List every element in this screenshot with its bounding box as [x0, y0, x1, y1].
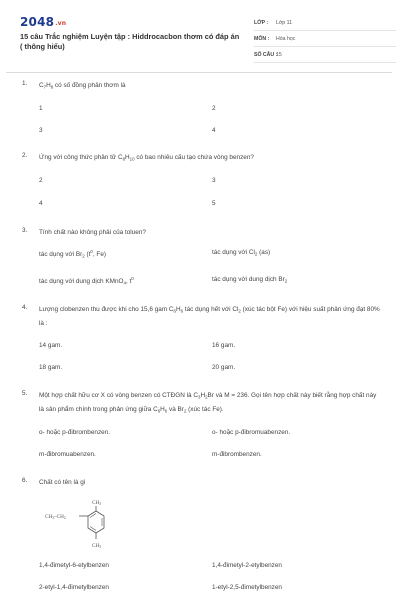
- question-6: [22, 477, 382, 497]
- option-a[interactable]: 14 gam.: [39, 342, 63, 349]
- question-3: [22, 227, 382, 291]
- question-text: Lượng clobenzen thu được khi cho 15,6 gam $C_6H_6$ tác dụng hết với $Cl_2$ (xúc tác bột Fe) với hiệu suất phản ứng đạt 80% là :: [39, 306, 380, 327]
- structural-formula: [34, 498, 114, 556]
- header-divider: [6, 72, 392, 73]
- option-a[interactable]: 1,4-đimetyl-6-etylbenzen: [39, 562, 109, 569]
- meta-info: [254, 16, 396, 64]
- question-number: 5.: [22, 390, 28, 397]
- option-d[interactable]: 5: [212, 200, 216, 207]
- meta-subject-row: [254, 32, 396, 47]
- option-b[interactable]: 2: [212, 105, 216, 112]
- question-text: Ứng với công thức phân tử $C_8H_{10}$ có bao nhiêu cấu tạo chứa vòng benzen?: [39, 154, 254, 162]
- option-b[interactable]: o- hoặc p-đibromuabenzen.: [212, 429, 291, 436]
- option-a[interactable]: 2: [39, 177, 43, 184]
- option-a[interactable]: o- hoặc p-đibrombenzen.: [39, 429, 111, 436]
- meta-class-row: [254, 16, 396, 31]
- meta-count-key: SỐ CÂU :: [254, 52, 278, 58]
- document-header: [20, 10, 390, 74]
- methyl-bottom-label: $CH_3$: [92, 543, 102, 550]
- meta-count-value: 15: [276, 52, 282, 58]
- question-number: 6.: [22, 477, 28, 484]
- meta-count-row: [254, 48, 396, 63]
- option-b[interactable]: 16 gam.: [212, 342, 236, 349]
- methyl-top-label: $CH_3$: [92, 500, 102, 507]
- option-a[interactable]: 1: [39, 105, 43, 112]
- meta-subject-value: Hóa học: [276, 36, 296, 42]
- page-title: 15 câu Trắc nghiệm Luyện tập : Hiddrocacbon thơm có đáp án ( thông hiểu): [20, 32, 240, 51]
- option-d[interactable]: 4: [212, 127, 216, 134]
- option-d[interactable]: 1-etyl-2,5-đimetylbenzen: [212, 584, 282, 591]
- option-d[interactable]: m-đibrombenzen.: [212, 451, 262, 458]
- option-d[interactable]: tác dụng với dung dịch $Br_2$: [212, 276, 288, 284]
- ethyl-label: $CH_3-CH_2$: [45, 514, 66, 521]
- question-6-options: [22, 562, 382, 596]
- option-d[interactable]: 20 gam.: [212, 364, 236, 371]
- meta-subject-key: MÔN :: [254, 36, 270, 42]
- meta-class-value: Lớp 11: [276, 20, 292, 26]
- option-a[interactable]: tác dụng với $Br_2$ ($t^0$, Fe): [39, 249, 106, 259]
- question-number: 2.: [22, 152, 28, 159]
- benzene-ring: [88, 511, 104, 533]
- option-c[interactable]: tác dụng với dung dịch KMnO$_4$, $t^0$: [39, 276, 134, 286]
- question-2: [22, 152, 382, 212]
- question-text: $C_7H_8$ có số đồng phân thơm là: [39, 82, 126, 90]
- logo-tld: .vn: [55, 20, 67, 27]
- option-c[interactable]: m-đibromuabenzen.: [39, 451, 96, 458]
- question-text: Một hợp chất hữu cơ X có vòng benzen có CTĐGN là $C_3H_2Br$ và M = 236. Gọi tên hợp chất này biết rằng hợp chất này là sản phẩm chính trong phản ứng giữa $C_6H_6$ và $Br_2$ (xúc tác Fe).: [39, 392, 377, 413]
- option-c[interactable]: 3: [39, 127, 43, 134]
- question-4: [22, 304, 382, 374]
- meta-class-key: LỚP :: [254, 20, 269, 26]
- logo-text: 2048: [20, 15, 55, 29]
- question-text: Chất có tên là gì: [39, 479, 86, 486]
- question-1: [22, 80, 382, 140]
- option-b[interactable]: tác dụng với $Cl_2$ (as): [212, 249, 271, 257]
- question-number: 1.: [22, 80, 28, 87]
- option-b[interactable]: 3: [212, 177, 216, 184]
- option-c[interactable]: 4: [39, 200, 43, 207]
- question-number: 3.: [22, 227, 28, 234]
- option-c[interactable]: 18 gam.: [39, 364, 63, 371]
- question-number: 4.: [22, 304, 28, 311]
- site-logo[interactable]: [20, 15, 66, 29]
- question-5: [22, 390, 382, 462]
- option-b[interactable]: 1,4-đimetyl-2-etylbenzen: [212, 562, 282, 569]
- question-text: Tính chất nào không phải của toluen?: [39, 229, 146, 236]
- option-c[interactable]: 2-etyl-1,4-đimetylbenzen: [39, 584, 109, 591]
